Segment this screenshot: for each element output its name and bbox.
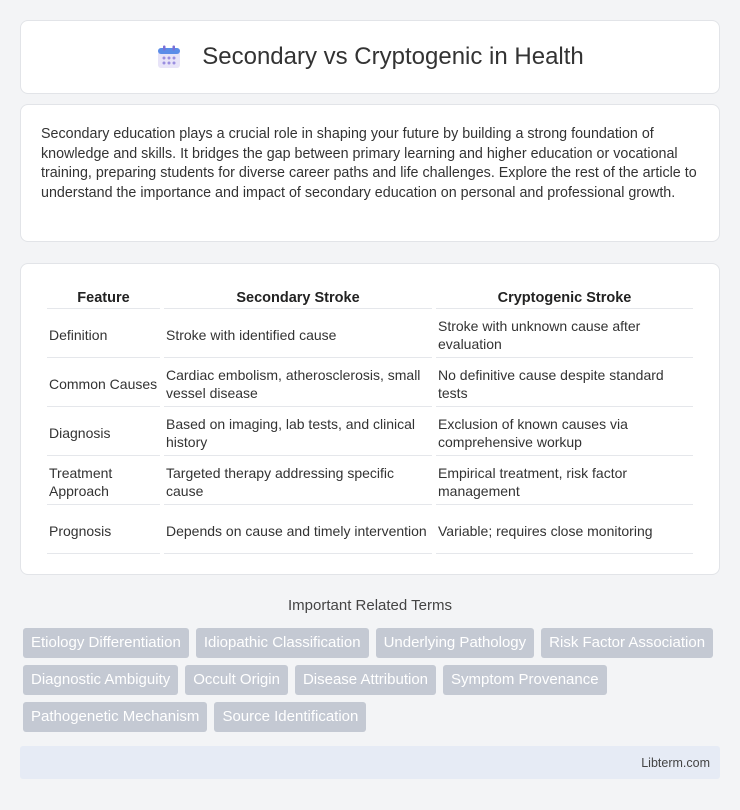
cell-feature: Diagnosis: [47, 409, 160, 456]
cell-feature: Definition: [47, 311, 160, 358]
cell-secondary: Stroke with identified cause: [164, 311, 432, 358]
footer: [20, 746, 720, 779]
cell-cryptogenic: No definitive cause despite standard tests: [436, 360, 693, 407]
related-term-tag[interactable]: Underlying Pathology: [376, 628, 535, 658]
related-term-tag[interactable]: Disease Attribution: [295, 665, 436, 695]
calendar-icon: [156, 44, 182, 70]
table-header-row: [47, 286, 693, 309]
page-title: Secondary vs Cryptogenic in Health: [202, 43, 584, 70]
title-wrap: [156, 43, 584, 71]
related-term-tag[interactable]: Pathogenetic Mechanism: [23, 702, 207, 732]
related-term-tag[interactable]: Occult Origin: [185, 665, 288, 695]
related-term-tag[interactable]: Idiopathic Classification: [196, 628, 369, 658]
table-row: [47, 360, 693, 407]
related-terms-list: [23, 628, 723, 732]
related-term-tag[interactable]: Risk Factor Association: [541, 628, 713, 658]
cell-feature: Common Causes: [47, 360, 160, 407]
header-secondary-stroke: Secondary Stroke: [164, 286, 432, 309]
table-row: [47, 409, 693, 456]
intro-card: [20, 104, 720, 242]
cell-secondary: Depends on cause and timely intervention: [164, 507, 432, 554]
related-term-tag[interactable]: Source Identification: [214, 702, 366, 732]
related-term-tag[interactable]: Diagnostic Ambiguity: [23, 665, 178, 695]
comparison-table: [43, 284, 697, 556]
header-cryptogenic-stroke: Cryptogenic Stroke: [436, 286, 693, 309]
related-term-tag[interactable]: Etiology Differentiation: [23, 628, 189, 658]
title-card: [20, 20, 720, 94]
related-terms-title: Important Related Terms: [288, 597, 452, 614]
comparison-table-card: [20, 263, 720, 575]
cell-feature: Treatment Approach: [47, 458, 160, 505]
cell-cryptogenic: Variable; requires close monitoring: [436, 507, 693, 554]
related-term-tag[interactable]: Symptom Provenance: [443, 665, 607, 695]
footer-site-link[interactable]: Libterm.com: [641, 755, 710, 770]
cell-secondary: Based on imaging, lab tests, and clinical history: [164, 409, 432, 456]
intro-text: Secondary education plays a crucial role in shaping your future by building a strong foundation of knowledge and skills. It bridges the gap between primary learning and higher education or vocational training, preparing students for diverse career paths and life challenges. Explore the rest of the article to understand the importance and impact of secondary education on personal and professional growth.: [41, 126, 697, 201]
table-row: [47, 507, 693, 554]
cell-cryptogenic: Stroke with unknown cause after evaluation: [436, 311, 693, 358]
cell-cryptogenic: Empirical treatment, risk factor management: [436, 458, 693, 505]
table-row: [47, 458, 693, 505]
table-row: [47, 311, 693, 358]
cell-cryptogenic: Exclusion of known causes via comprehensive workup: [436, 409, 693, 456]
cell-feature: Prognosis: [47, 507, 160, 554]
cell-secondary: Cardiac embolism, atherosclerosis, small vessel disease: [164, 360, 432, 407]
header-feature: Feature: [47, 286, 160, 309]
cell-secondary: Targeted therapy addressing specific cause: [164, 458, 432, 505]
